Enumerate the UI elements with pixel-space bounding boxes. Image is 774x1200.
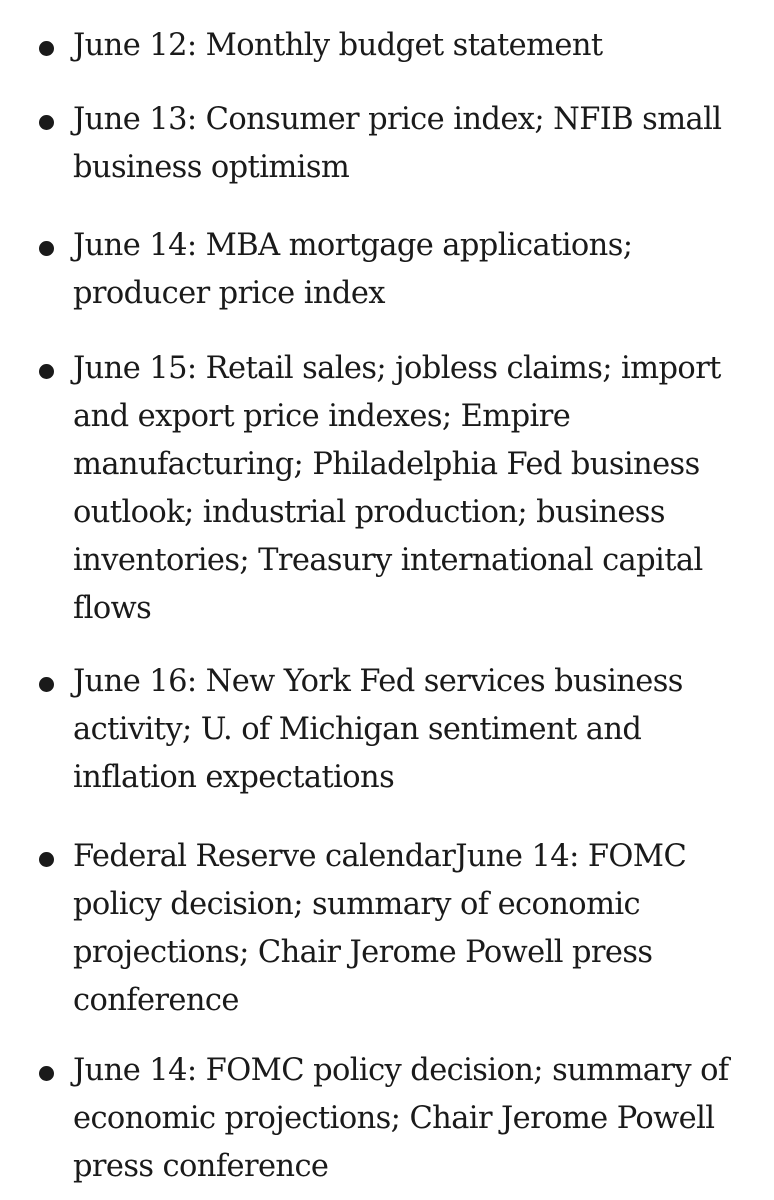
list-item-text: June 14: FOMC policy decision; summary of economic projections; Chair Jerome Powell press conference <box>73 1053 729 1184</box>
list-item-text: June 16: New York Fed services business activity; U. of Michigan sentiment and inflation expectations <box>73 664 683 795</box>
bullet-icon <box>39 41 54 56</box>
list-item-text: Federal Reserve calendarJune 14: FOMC policy decision; summary of economic projections; Chair Jerome Powell press conference <box>73 839 687 1018</box>
bullet-icon <box>39 677 54 692</box>
bullet-icon <box>39 241 54 256</box>
bullet-icon <box>39 364 54 379</box>
bullet-icon <box>39 1066 54 1081</box>
list-item-text: June 12: Monthly budget statement <box>73 28 603 63</box>
bullet-icon <box>39 852 54 867</box>
list-item-text: June 15: Retail sales; jobless claims; import and export price indexes; Empire manufacturing; Philadelphia Fed business outlook; industrial production; business inventories; Treasury international capital flows <box>73 351 721 626</box>
list-item-text: June 14: MBA mortgage applications; producer price index <box>73 228 633 311</box>
bullet-icon <box>39 115 54 130</box>
list-item-text: June 13: Consumer price index; NFIB small business optimism <box>73 102 722 185</box>
